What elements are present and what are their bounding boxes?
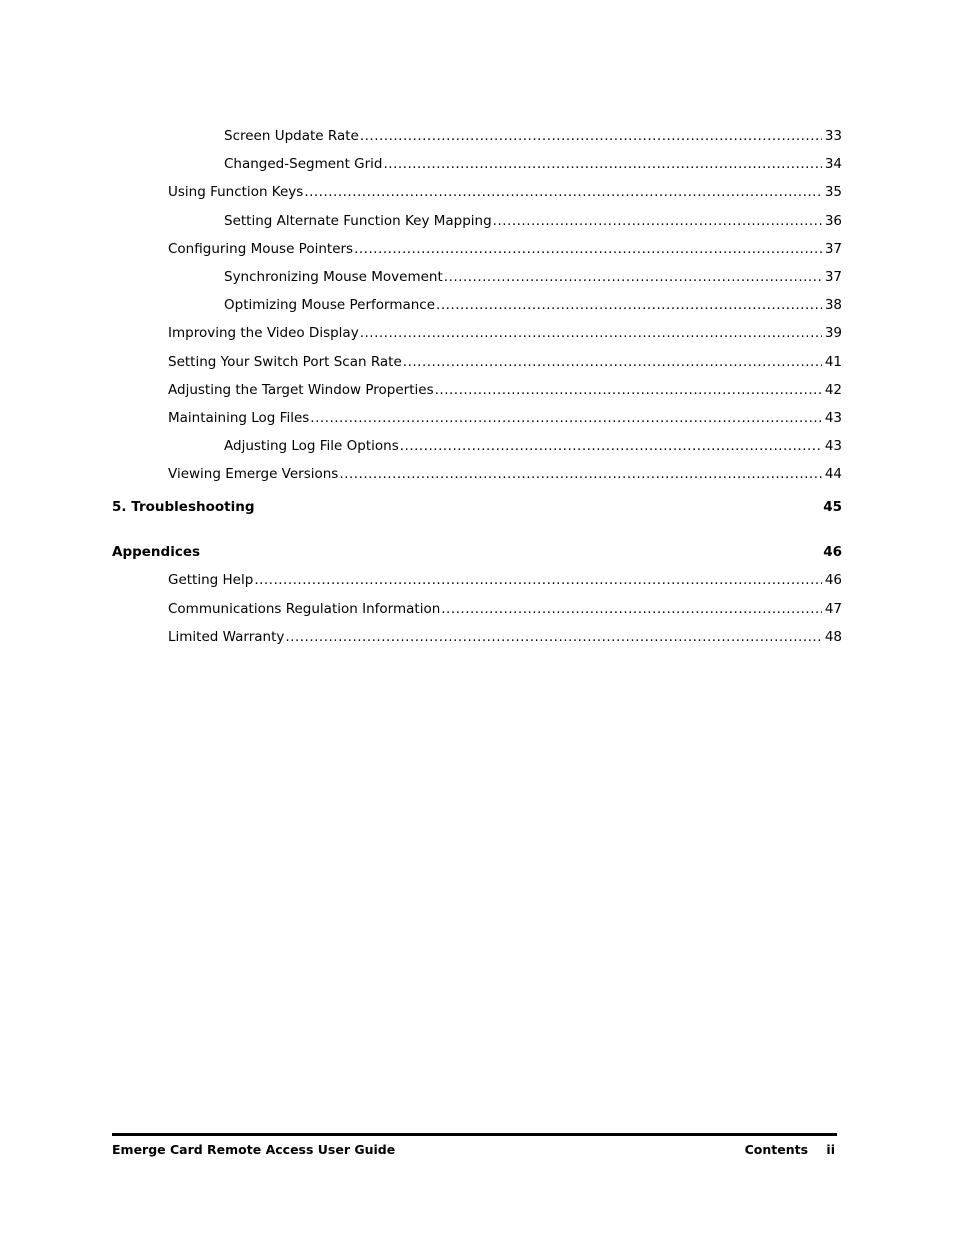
toc-entry-title: Changed-Segment Grid [224,156,383,173]
dot-leader [354,235,822,263]
toc-entry-title: Setting Your Switch Port Scan Rate [168,353,402,370]
toc-entry-page: 37 [824,268,842,285]
dot-leader [384,150,822,178]
toc-entry-title: Synchronizing Mouse Movement [224,268,443,285]
toc-entry-configuring-mouse-pointers[interactable] [112,235,842,263]
toc-entry-communications-regulation[interactable] [112,595,842,623]
toc-entry-viewing-emerge-versions[interactable] [112,460,842,488]
toc-entry-page: 37 [824,240,842,257]
toc-entry-title: Improving the Video Display [168,325,359,342]
toc-entry-page: 42 [824,381,842,398]
footer-rule [112,1133,837,1136]
page-footer [112,1133,837,1157]
toc-entry-target-window-properties[interactable] [112,376,842,404]
footer-section: Contents [744,1142,809,1157]
dot-leader [304,178,822,206]
toc-chapter-title: Appendices [112,544,201,561]
toc-entry-title: Setting Alternate Function Key Mapping [224,212,492,229]
toc-entry-page: 34 [824,156,842,173]
toc-entry-page: 38 [824,297,842,314]
dot-leader [403,348,822,376]
footer-guide-title: Emerge Card Remote Access User Guide [112,1142,396,1157]
toc-chapter-appendices[interactable] [112,542,842,562]
toc-entry-alternate-function-key-mapping[interactable] [112,207,842,235]
dot-leader [360,122,822,150]
dot-leader [339,460,821,488]
footer-page-number: ii [826,1142,835,1157]
toc-entry-title: Limited Warranty [168,628,285,645]
toc-entry-title: Configuring Mouse Pointers [168,240,354,257]
toc-entry-page: 33 [824,128,842,144]
toc-chapter-title: 5. Troubleshooting [112,499,255,516]
toc-entry-page: 48 [824,628,842,645]
toc-entry-page: 44 [824,466,842,483]
toc-chapter-page: 46 [823,544,842,561]
toc-entry-title: Maintaining Log Files [168,409,310,426]
dot-leader [441,595,822,623]
toc-entry-title: Getting Help [168,572,254,589]
toc-entry-maintaining-log-files[interactable] [112,404,842,432]
dot-leader [285,623,821,651]
footer-page-info [745,1142,835,1157]
toc-entry-changed-segment-grid[interactable] [112,150,842,178]
toc-entry-page: 35 [824,184,842,201]
toc-entry-synchronizing-mouse-movement[interactable] [112,263,842,291]
toc-entry-switch-port-scan-rate[interactable] [112,348,842,376]
toc-chapter-troubleshooting[interactable] [112,497,842,517]
toc-entry-improving-video-display[interactable] [112,319,842,347]
dot-leader [400,432,822,460]
toc-entry-optimizing-mouse-performance[interactable] [112,291,842,319]
toc-chapter-page: 45 [823,499,842,516]
toc-entry-page: 46 [824,572,842,589]
dot-leader [444,263,822,291]
dot-leader [436,291,822,319]
toc-entry-using-function-keys[interactable] [112,178,842,206]
toc-entry-title: Screen Update Rate [224,128,359,144]
toc-entry-title: Adjusting the Target Window Properties [168,381,434,398]
dot-leader [493,207,822,235]
toc-entry-page: 36 [824,212,842,229]
toc-entry-title: Adjusting Log File Options [224,438,399,455]
toc-entry-page: 41 [824,353,842,370]
toc-entry-title: Optimizing Mouse Performance [224,297,436,314]
dot-leader [310,404,822,432]
toc-entry-getting-help[interactable] [112,566,842,594]
table-of-contents [112,122,842,651]
toc-entry-title: Viewing Emerge Versions [168,466,339,483]
toc-entry-title: Communications Regulation Information [168,600,441,617]
dot-leader [254,566,822,594]
toc-entry-limited-warranty[interactable] [112,623,842,651]
toc-entry-page: 47 [824,600,842,617]
toc-entry-page: 39 [824,325,842,342]
toc-entry-title: Using Function Keys [168,184,304,201]
dot-leader [435,376,822,404]
toc-entry-screen-update-rate[interactable] [112,122,842,150]
toc-entry-log-file-options[interactable] [112,432,842,460]
toc-entry-page: 43 [824,409,842,426]
toc-entry-page: 43 [824,438,842,455]
dot-leader [360,319,822,347]
